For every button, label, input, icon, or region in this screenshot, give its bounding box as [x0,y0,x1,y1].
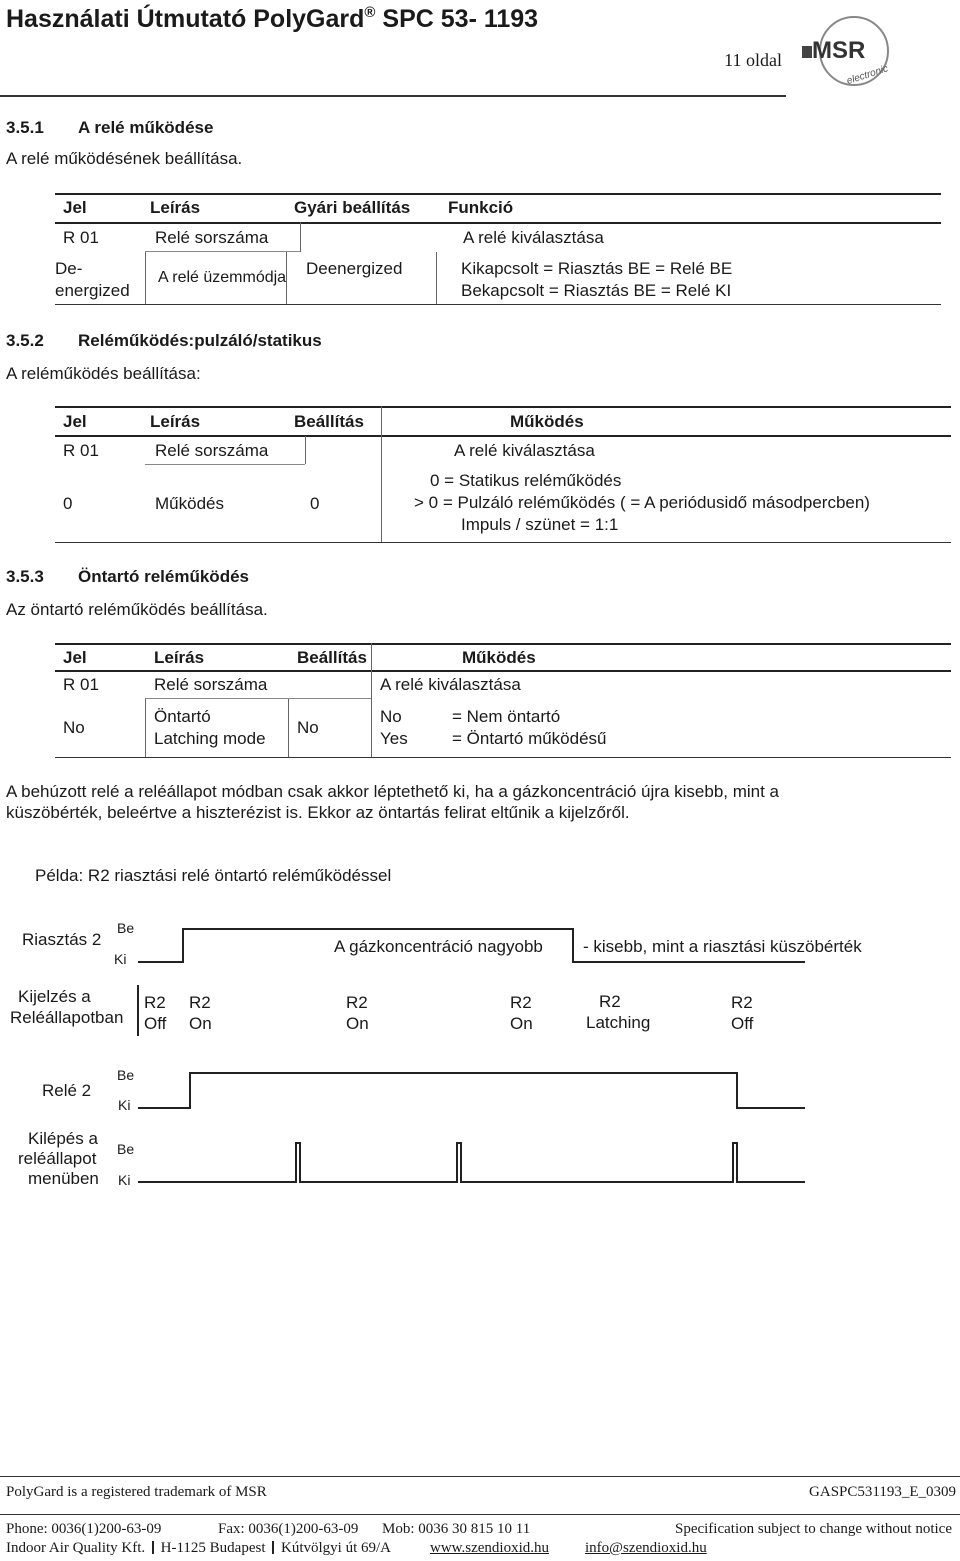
paragraph-line: A behúzott relé a reléállapot módban csak akkor léptethető ki, ha a gázkoncentráció újra kisebb, mint a [6,782,780,801]
row-label-display: Kijelzés a [18,987,91,1006]
level-ki: Ki [118,1172,131,1188]
alarm-low-text: - kisebb, mint a riasztási küszöbérték [583,937,862,956]
col-header-jel: Jel [63,198,87,217]
section-heading-3: Öntartó reléműködés [78,567,249,586]
cell-gyari: Deenergized [306,259,403,278]
page-number: 11 oldal [724,50,782,70]
row-label-alarm: Riasztás 2 [22,930,102,949]
paragraph-line: küszöbérték, beleértve a hiszterézist is. Ekkor az öntartás felirat eltűnik a kijelzőről. [6,803,630,822]
col-header-gyari: Gyári beállítás [294,198,411,217]
row-label-exit: menüben [28,1169,99,1188]
display-state: R2 [346,993,368,1012]
section-number-2: 3.5.2 [6,331,44,350]
cell-leiras: Működés [155,494,224,513]
footer-email-link[interactable]: info@szendioxid.hu [585,1540,707,1556]
display-state: Off [144,1014,167,1033]
col-header-mukodes: Működés [510,412,584,431]
row-label-exit: reléállapot [18,1149,97,1168]
logo-text: MSR [812,37,866,64]
cell-funkcio-line2: Bekapcsolt = Riasztás BE = Relé KI [461,281,732,300]
cell-option-key: Yes [380,729,408,748]
footer-trademark: PolyGard is a registered trademark of MSR [6,1484,267,1500]
col-header-jel: Jel [63,648,87,667]
col-header-beallitas: Beállítás [294,412,364,431]
cell-jel: No [63,718,85,737]
col-header-beallitas: Beállítás [297,648,367,667]
footer-address-line2: Kútvölgyi út 69/A [281,1540,392,1556]
level-be: Be [117,920,135,936]
cell-jel: 0 [63,494,73,513]
footer-separator [272,1541,274,1554]
cell-mukodes: A relé kiválasztása [380,675,521,694]
row-label-display: Reléállapotban [10,1008,124,1027]
footer-separator [152,1541,154,1554]
footer-mob: Mob: 0036 30 815 10 11 [382,1521,531,1537]
cell-mukodes-line2: > 0 = Pulzáló reléműködés ( = A periódusidő másodpercben) [414,493,870,512]
cell-option-key: No [380,707,402,726]
cell-jel: R 01 [63,441,99,460]
col-header-leiras: Leírás [150,198,201,217]
display-state: Latching [586,1013,651,1032]
section-heading-2: Reléműködés:pulzáló/statikus [78,331,322,350]
section-intro-1: A relé működésének beállítása. [6,149,243,168]
level-ki: Ki [118,1097,131,1113]
display-state: On [510,1014,533,1033]
display-state: R2 [510,993,532,1012]
registered-mark: ® [364,4,376,21]
display-state: R2 [731,993,753,1012]
section-intro-3: Az öntartó reléműködés beállítása. [6,600,268,619]
row-label-relay: Relé 2 [42,1081,92,1100]
cell-mukodes-line1: 0 = Statikus reléműködés [430,471,622,490]
section-number-1: 3.5.1 [6,118,44,137]
title-text: Használati Útmutató PolyGard [6,5,365,33]
section-intro-2: A reléműködés beállítása: [6,364,201,383]
footer-address-line1: H-1125 Budapest [160,1540,266,1556]
display-state: On [346,1014,369,1033]
cell-beallitas: 0 [310,494,320,513]
cell-jel: R 01 [63,228,99,247]
col-header-leiras: Leírás [154,648,205,667]
level-ki: Ki [114,951,127,967]
level-be: Be [117,1141,135,1157]
cell-option-value: = Nem öntartó [452,707,561,726]
cell-leiras: Relé sorszáma [155,441,269,460]
level-be: Be [117,1067,135,1083]
col-header-mukodes: Működés [462,648,536,667]
display-state: On [189,1014,212,1033]
cell-leiras-line2: Latching mode [154,729,266,748]
display-state: R2 [144,993,166,1012]
alarm-waveform [138,929,805,962]
row-label-exit: Kilépés a [28,1129,98,1148]
col-header-funkcio: Funkció [448,198,514,217]
cell-funkcio-line1: Kikapcsolt = Riasztás BE = Relé BE [461,259,733,278]
footer-company: Indoor Air Quality Kft. [6,1540,146,1556]
cell-jel-line2: energized [55,281,130,300]
cell-funkcio: A relé kiválasztása [463,228,604,247]
footer-phone: Phone: 0036(1)200-63-09 [6,1521,162,1537]
display-state: R2 [599,992,621,1011]
cell-mukodes: A relé kiválasztása [454,441,595,460]
col-header-jel: Jel [63,412,87,431]
cell-jel-line1: De- [55,259,83,278]
section-heading-1: A relé működése [78,118,214,137]
footer-address [6,1540,391,1557]
title-suffix: SPC 53- 1193 [382,5,539,33]
footer-doc-code: GASPC531193_E_0309 [809,1484,956,1500]
cell-option-value: = Öntartó működésű [452,729,607,748]
cell-jel: R 01 [63,675,99,694]
display-state: R2 [189,993,211,1012]
footer-spec: Specification subject to change without notice [674,1521,952,1537]
footer-fax: Fax: 0036(1)200-63-09 [218,1521,359,1537]
footer-website-link[interactable]: www.szendioxid.hu [430,1540,550,1556]
cell-leiras: Relé sorszáma [155,228,269,247]
cell-leiras: A relé üzemmódja [158,269,287,286]
cell-leiras-line1: Öntartó [154,707,211,726]
display-state: Off [731,1014,754,1033]
cell-beallitas: No [297,718,319,737]
section-number-3: 3.5.3 [6,567,44,586]
col-header-leiras: Leírás [150,412,201,431]
alarm-high-text: A gázkoncentráció nagyobb [334,937,543,956]
example-title: Példa: R2 riasztási relé öntartó reléműködéssel [35,866,392,885]
relay-waveform [138,1073,805,1108]
exit-waveform [138,1143,805,1182]
logo-subtext: electronic [845,63,890,87]
cell-leiras: Relé sorszáma [154,675,268,694]
cell-mukodes-line3: Impuls / szünet = 1:1 [461,515,619,534]
